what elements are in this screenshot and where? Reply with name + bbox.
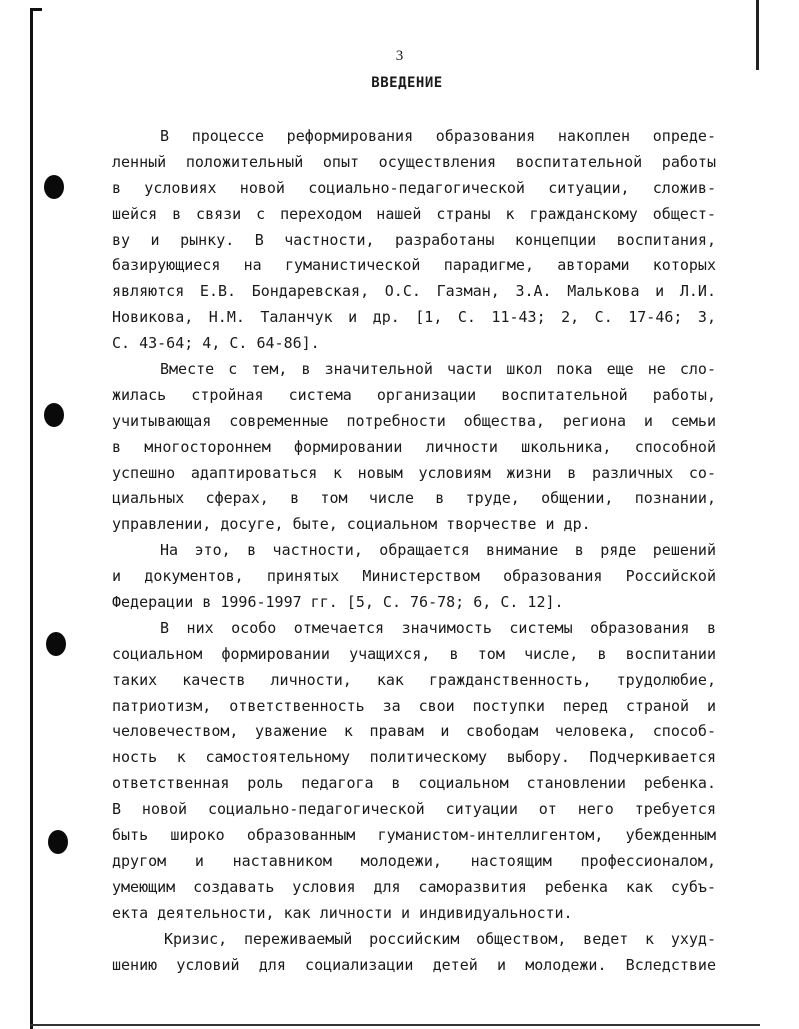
text-line: умеющим создавать условия для саморазвития ребенка как субъ-	[112, 877, 716, 896]
text-line: В новой социально-педагогической ситуации от него требуется	[112, 800, 716, 819]
text-line: в многостороннем формировании личности школьника, способной	[112, 437, 716, 456]
binder-hole	[44, 175, 64, 199]
text-line: шению условий для социализации детей и молодежи. Вследствие	[112, 955, 716, 974]
text-line: базирующиеся на гуманистической парадигме, авторами которых	[112, 256, 716, 275]
page-number: 3	[395, 48, 404, 64]
text-line: Вместе с тем, в значительной части школ пока еще не сло-	[160, 360, 716, 379]
binder-hole	[44, 403, 64, 427]
text-line: патриотизм, ответственность за свои поступки перед страной и	[112, 696, 716, 715]
text-line: другом и наставником молодежи, настоящим профессионалом,	[112, 851, 716, 870]
text-line: На это, в частности, обращается внимание в ряде решений	[160, 541, 716, 560]
text-line: и документов, принятых Министерством образования Российской	[112, 567, 716, 586]
text-line: успешно адаптироваться к новым условиям жизни в различных со-	[112, 463, 716, 482]
scan-corner-mark	[30, 8, 42, 11]
text-line: В них особо отмечается значимость системы образования в	[160, 618, 716, 637]
text-line: человечеством, уважение к правам и свободам человека, способ-	[112, 722, 716, 741]
page-title: ВВЕДЕНИЕ	[371, 75, 443, 91]
text-line: управлении, досуге, быте, социальном творчестве и др.	[112, 515, 591, 534]
text-line: социальном формировании учащихся, в том числе, в воспитании	[112, 644, 716, 663]
text-line: Новикова, Н.М. Таланчук и др. [1, С. 11-43; 2, С. 17-46; 3,	[112, 308, 716, 327]
text-line: таких качеств личности, как гражданственность, трудолюбие,	[112, 670, 716, 689]
text-line: жилась стройная система организации воспитательной работы,	[112, 385, 716, 404]
text-line: ответственная роль педагога в социальном становлении ребенка.	[112, 774, 716, 793]
text-line: быть широко образованным гуманистом-интеллигентом, убежденным	[112, 826, 716, 845]
text-line: екта деятельности, как личности и индивидуальности.	[112, 903, 573, 922]
text-line: циальных сферах, в том числе в труде, общении, познании,	[112, 489, 716, 508]
binder-hole	[46, 632, 66, 656]
text-line: ву и рынку. В частности, разработаны концепции воспитания,	[112, 230, 716, 249]
text-line: Кризис, переживаемый российским обществом, ведет к ухуд-	[164, 929, 716, 948]
binder-hole	[48, 830, 68, 854]
text-line: в условиях новой социально-педагогической ситуации, сложив-	[112, 178, 716, 197]
scan-bottom-border	[30, 1024, 760, 1026]
text-line: В процессе реформирования образования накоплен опреде-	[160, 127, 716, 145]
scan-left-border	[30, 8, 33, 1029]
text-line: Федерации в 1996-1997 гг. [5, С. 76-78; 6, С. 12].	[112, 593, 564, 612]
text-line: С. 43-64; 4, С. 64-86].	[112, 334, 320, 353]
text-line: ность к самостоятельному политическому выбору. Подчеркивается	[112, 748, 716, 767]
text-line: шейся в связи с переходом нашей страны к гражданскому общест-	[112, 204, 716, 223]
text-line: являются Е.В. Бондаревская, О.С. Газман, З.А. Малькова и Л.И.	[112, 282, 716, 301]
text-line: учитывающая современные потребности общества, региона и семьи	[112, 411, 716, 430]
body-text	[112, 124, 716, 978]
text-line: ленный положительный опыт осуществления воспитательной работы	[112, 152, 716, 171]
